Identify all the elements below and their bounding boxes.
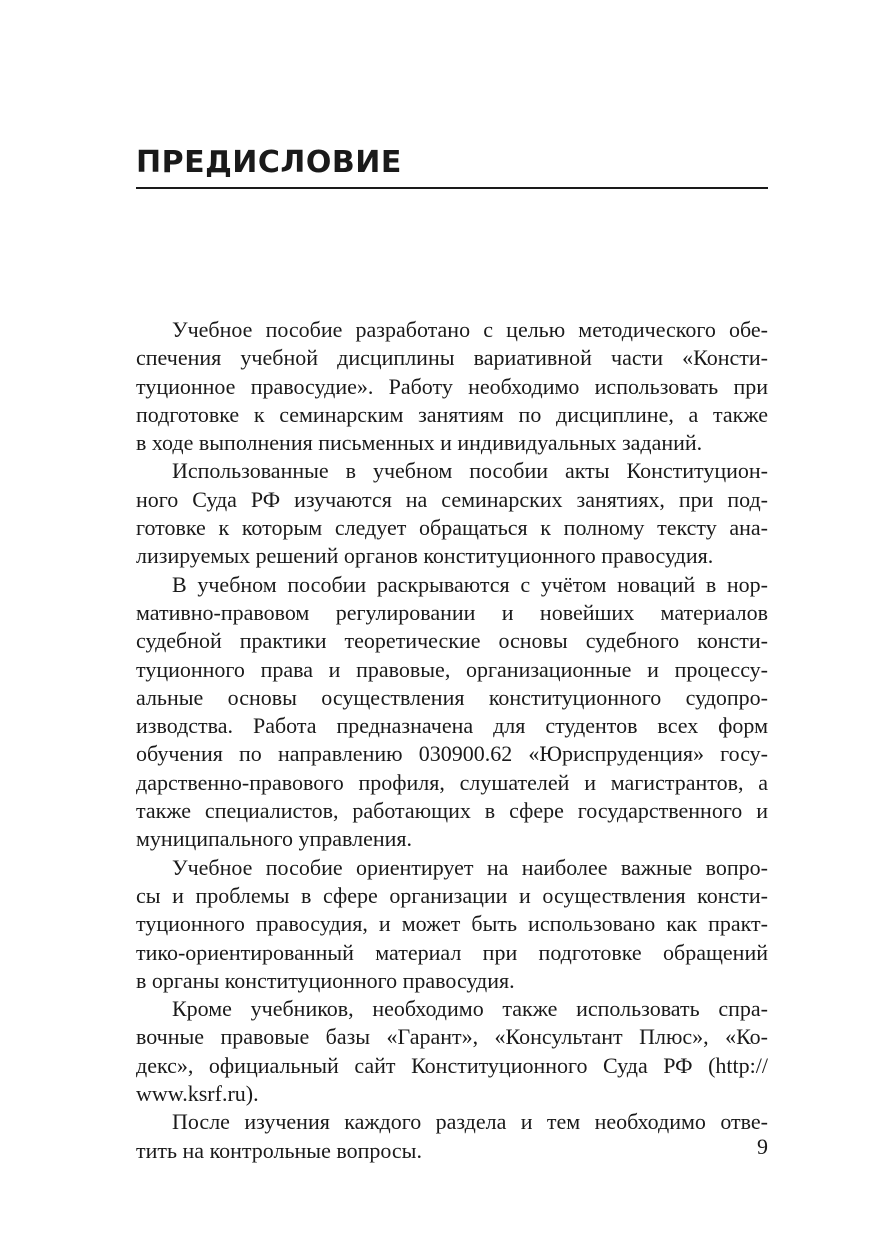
text-line: декс», официальный сайт Конституционного Суда РФ (http:// [136, 1052, 768, 1078]
text-line: туционного правосудия, и может быть использовано как практ- [136, 911, 768, 937]
text-line: обучения по направлению 030900.62 «Юриспруденция» госу- [136, 741, 768, 767]
body-text [136, 316, 768, 1165]
text-line: дарственно-правового профиля, слушателей и магистрантов, а [136, 769, 768, 795]
title-divider [136, 187, 768, 189]
page-number: 9 [757, 1134, 768, 1159]
text-line: ного Суда РФ изучаются на семинарских занятиях, при под- [136, 486, 768, 512]
text-line: спечения учебной дисциплины вариативной части «Консти- [136, 345, 768, 371]
text-line: туционного права и правовые, организационные и процессу- [136, 656, 768, 682]
text-line: вочные правовые базы «Гарант», «Консультант Плюс», «Ко- [136, 1024, 768, 1050]
text-line: альные основы осуществления конституционного судопро- [136, 684, 768, 710]
text-line: подготовке к семинарским занятиям по дисциплине, а также [136, 401, 768, 427]
text-line: После изучения каждого раздела и тем необходимо отве- [172, 1109, 768, 1135]
text-line: В учебном пособии раскрываются с учётом новаций в нор- [172, 571, 768, 597]
text-line: тико-ориентированный материал при подготовке обращений [136, 939, 768, 965]
text-line: в ходе выполнения письменных и индивидуальных заданий. [136, 430, 703, 456]
text-line: судебной практики теоретические основы судебного консти- [136, 628, 768, 654]
text-line: Учебное пособие разработано с целью методического обе- [172, 317, 768, 342]
text-line: муниципального управления. [136, 826, 413, 852]
text-line: www.ksrf.ru). [136, 1081, 259, 1107]
paragraph [136, 457, 768, 570]
text-line: мативно-правовом регулировании и новейших материалов [136, 599, 768, 625]
page-title: ПРЕДИСЛОВИЕ [136, 145, 402, 180]
text-line: сы и проблемы в сфере организации и осуществления консти- [136, 882, 768, 908]
paragraph [136, 1108, 768, 1165]
text-line: готовке к которым следует обращаться к полному тексту ана- [136, 515, 768, 541]
text-line: туционное правосудие». Работу необходимо использовать при [136, 373, 768, 399]
text-line: в органы конституционного правосудия. [136, 967, 515, 993]
paragraph [136, 571, 768, 854]
paragraph [136, 854, 768, 995]
text-line: Учебное пособие ориентирует на наиболее важные вопро- [172, 854, 768, 880]
paragraph [136, 995, 768, 1108]
text-line: тить на контрольные вопросы. [136, 1137, 422, 1163]
text-line: лизируемых решений органов конституционного правосудия. [136, 543, 714, 569]
text-line: Кроме учебников, необходимо также использовать спра- [172, 996, 768, 1022]
text-line: изводства. Работа предназначена для студентов всех форм [136, 713, 768, 739]
text-line: также специалистов, работающих в сфере государственного и [136, 798, 768, 824]
paragraph [136, 316, 768, 457]
text-line: Использованные в учебном пособии акты Конституцион- [172, 458, 768, 484]
